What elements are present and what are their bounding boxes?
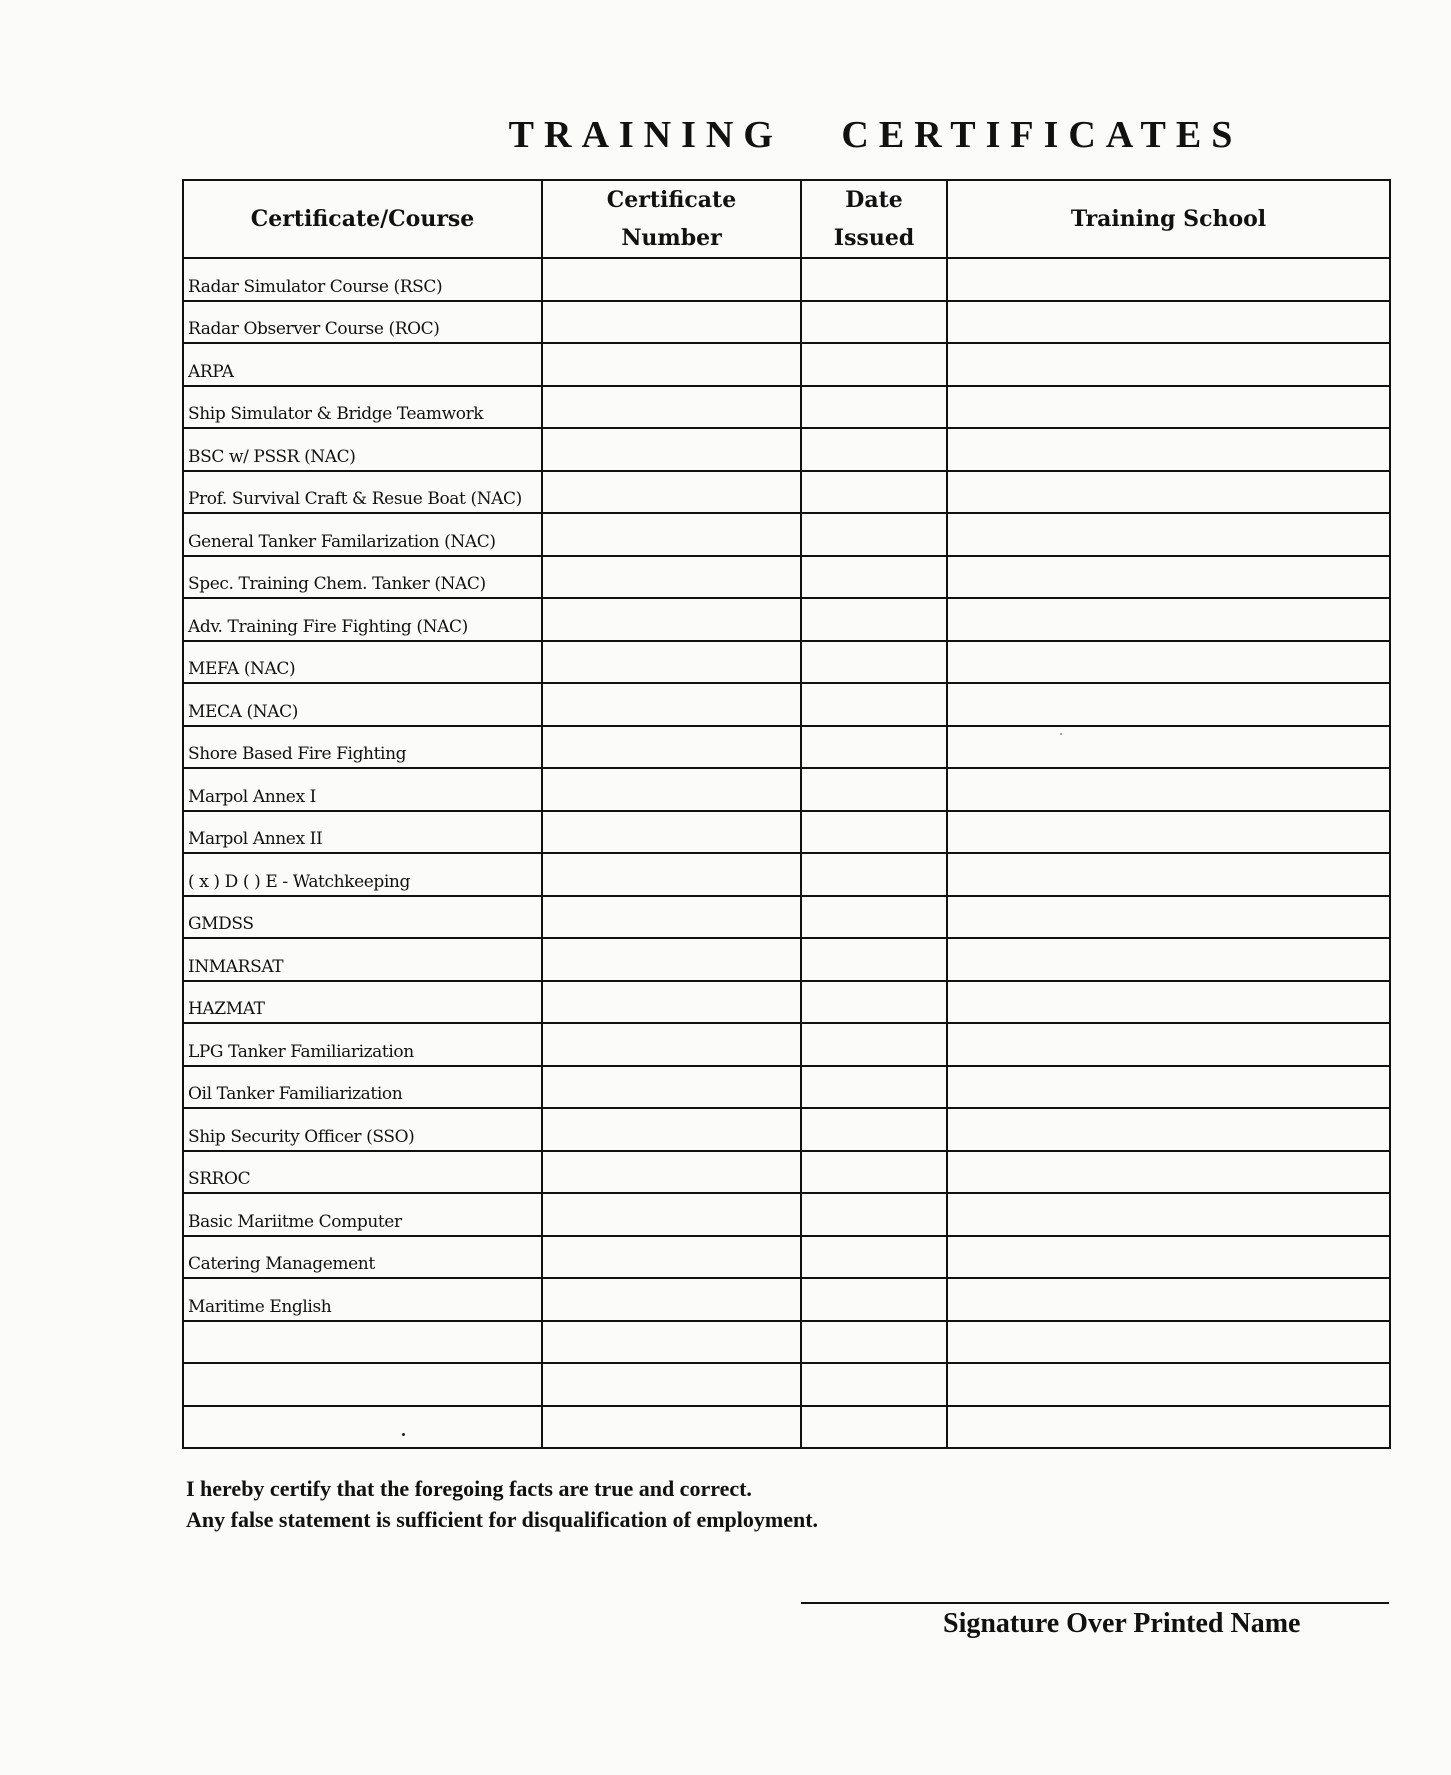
date-issued-cell[interactable] [801,1151,947,1194]
table-row [183,726,1390,769]
course-cell [183,641,542,684]
date-issued-cell[interactable] [801,471,947,514]
certificate-number-cell[interactable] [542,853,801,896]
certificate-number-field[interactable] [543,681,804,725]
date-issued-cell[interactable] [801,386,947,429]
course-label: MEFA (NAC) [188,659,296,679]
date-issued-field[interactable] [802,469,950,513]
training-school-field[interactable] [948,511,1393,555]
training-school-field[interactable] [948,851,1393,895]
training-school-cell[interactable] [947,641,1390,684]
table-row [183,598,1390,641]
date-issued-field[interactable] [802,1106,950,1150]
date-issued-cell[interactable] [801,1066,947,1109]
date-issued-cell[interactable] [801,641,947,684]
course-cell [183,343,542,386]
date-issued-cell[interactable] [801,556,947,599]
certificate-number-cell[interactable] [542,1363,801,1406]
table-row [183,1023,1390,1066]
course-label: MECA (NAC) [188,701,298,722]
certificate-number-cell[interactable] [542,428,801,471]
date-issued-field[interactable] [802,554,950,598]
training-school-field[interactable] [948,724,1393,768]
training-school-field[interactable] [948,426,1393,470]
certificate-number-field[interactable] [543,1064,804,1108]
certification-line-1: I hereby certify that the foregoing facts are true and correct. [186,1476,752,1501]
training-school-field[interactable] [948,894,1393,938]
date-issued-cell[interactable] [801,1108,947,1151]
course-cell [183,1236,542,1279]
training-school-cell[interactable] [947,981,1390,1024]
training-school-field[interactable] [948,1361,1393,1405]
certificate-number-field[interactable] [543,1361,804,1405]
training-school-cell[interactable] [947,598,1390,641]
certification-line-2: Any false statement is sufficient for disqualification of employment. [186,1507,819,1532]
course-label: Radar Simulator Course (RSC) [188,276,443,297]
certificate-number-field[interactable] [543,639,804,683]
date-issued-cell[interactable] [801,683,947,726]
scan-speck [402,1433,405,1436]
header-date-issued: Date Issued [801,180,947,258]
course-label[interactable] [184,1444,541,1447]
training-school-field[interactable] [948,1276,1393,1320]
certificate-number-cell[interactable] [542,981,801,1024]
certificate-number-field[interactable] [543,299,804,343]
table-row [183,683,1390,726]
course-label: Prof. Survival Craft & Resue Boat (NAC) [188,489,522,509]
date-issued-field[interactable] [802,766,950,810]
table-row [183,301,1390,344]
course-label: Marpol Annex II [188,829,323,849]
course-label: LPG Tanker Familiarization [188,1041,414,1062]
training-school-field[interactable] [948,1191,1393,1235]
training-school-cell[interactable] [947,258,1390,301]
date-issued-cell[interactable] [801,1278,947,1321]
training-school-cell[interactable] [947,471,1390,514]
certificate-number-field[interactable] [543,851,804,895]
training-school-cell[interactable] [947,301,1390,344]
training-school-field[interactable] [948,1319,1393,1363]
training-school-cell[interactable] [947,1321,1390,1364]
training-school-cell[interactable] [947,1193,1390,1236]
training-school-cell[interactable] [947,1151,1390,1194]
date-issued-cell[interactable] [801,1193,947,1236]
table-header-row [183,180,1390,258]
certificate-number-cell[interactable] [542,513,801,556]
certification-statement [186,1473,818,1535]
date-issued-field[interactable] [802,384,950,428]
course-cell [183,598,542,641]
date-issued-field[interactable] [802,936,950,980]
certificate-number-field[interactable] [543,256,804,300]
course-cell [183,1108,542,1151]
date-issued-field[interactable] [802,1191,950,1235]
certificate-number-field[interactable] [543,1149,804,1193]
course-cell [183,301,542,344]
certificate-number-field[interactable] [543,469,804,513]
certificate-number-field[interactable] [543,1191,804,1235]
training-school-field[interactable] [948,936,1393,980]
date-issued-field[interactable] [802,299,950,343]
date-issued-field[interactable] [802,256,950,300]
course-label: Oil Tanker Familiarization [188,1084,403,1104]
date-issued-cell[interactable] [801,513,947,556]
certificate-number-field[interactable] [543,1276,804,1320]
date-issued-cell[interactable] [801,258,947,301]
training-school-cell[interactable] [947,938,1390,981]
certificate-number-cell[interactable] [542,1236,801,1279]
certificate-number-cell[interactable] [542,258,801,301]
training-school-field[interactable] [948,384,1393,428]
training-school-cell[interactable] [947,343,1390,386]
training-school-field[interactable] [948,341,1393,385]
certificate-number-cell[interactable] [542,386,801,429]
date-issued-cell[interactable] [801,428,947,471]
course-cell [183,981,542,1024]
course-label: BSC w/ PSSR (NAC) [188,446,356,467]
course-label: Marpol Annex I [188,786,316,807]
certificate-number-field[interactable] [543,1404,804,1448]
date-issued-field[interactable] [802,1021,950,1065]
course-cell [183,1193,542,1236]
training-school-cell[interactable] [947,896,1390,939]
table-row [183,896,1390,939]
date-issued-field[interactable] [802,341,950,385]
table-row [183,1321,1390,1364]
certificate-number-field[interactable] [543,724,804,768]
table-row [183,1108,1390,1151]
header-certificate-course: Certificate/Course [183,180,542,258]
table-row [183,428,1390,471]
date-issued-field[interactable] [802,681,950,725]
certificate-number-cell[interactable] [542,471,801,514]
date-issued-field[interactable] [802,639,950,683]
certificate-number-field[interactable] [543,1319,804,1363]
date-issued-cell[interactable] [801,1236,947,1279]
training-school-field[interactable] [948,766,1393,810]
training-school-field[interactable] [948,256,1393,300]
training-school-field[interactable] [948,1106,1393,1150]
training-school-cell[interactable] [947,1236,1390,1279]
training-school-cell[interactable] [947,726,1390,769]
table-row [183,641,1390,684]
course-cell [183,1066,542,1109]
date-issued-field[interactable] [802,1404,950,1448]
date-issued-cell[interactable] [801,896,947,939]
training-school-field[interactable] [948,1404,1393,1448]
training-certificates-table [182,179,1391,1449]
course-cell [183,768,542,811]
training-school-cell[interactable] [947,386,1390,429]
table-row [183,853,1390,896]
table-body [183,258,1390,1448]
certificate-number-cell[interactable] [542,1321,801,1364]
course-cell[interactable] [183,1321,542,1364]
training-school-cell[interactable] [947,556,1390,599]
course-label: GMDSS [188,914,254,934]
course-label: Spec. Training Chem. Tanker (NAC) [188,574,486,594]
date-issued-cell[interactable] [801,1363,947,1406]
course-label: SRROC [188,1169,251,1189]
course-cell [183,896,542,939]
date-issued-field[interactable] [802,1276,950,1320]
course-label: INMARSAT [188,956,284,977]
training-school-field[interactable] [948,1234,1393,1278]
certificate-number-cell[interactable] [542,726,801,769]
table-row [183,1193,1390,1236]
header-certificate-number: Certificate Number [542,180,801,258]
training-school-field[interactable] [948,809,1393,853]
course-cell[interactable] [183,1363,542,1406]
certificate-number-cell[interactable] [542,556,801,599]
training-school-cell[interactable] [947,1278,1390,1321]
date-issued-field[interactable] [802,1234,950,1278]
training-school-field[interactable] [948,681,1393,725]
course-cell [183,1151,542,1194]
table-row [183,811,1390,854]
table-row [183,1066,1390,1109]
certificate-number-field[interactable] [543,1021,804,1065]
certificate-number-cell[interactable] [542,641,801,684]
date-issued-field[interactable] [802,1319,950,1363]
date-issued-cell[interactable] [801,853,947,896]
training-school-cell[interactable] [947,811,1390,854]
date-issued-field[interactable] [802,851,950,895]
training-school-cell[interactable] [947,1108,1390,1151]
table-row [183,981,1390,1024]
training-school-field[interactable] [948,1149,1393,1193]
date-issued-cell[interactable] [801,1321,947,1364]
training-school-cell[interactable] [947,853,1390,896]
course-cell [183,428,542,471]
date-issued-cell[interactable] [801,1406,947,1449]
date-issued-cell[interactable] [801,301,947,344]
table-row [183,258,1390,301]
course-label: Radar Observer Course (ROC) [188,319,440,339]
date-issued-field[interactable] [802,1064,950,1108]
certificate-number-field[interactable] [543,1106,804,1150]
course-cell [183,386,542,429]
course-label: ARPA [188,361,234,382]
training-school-field[interactable] [948,469,1393,513]
date-issued-cell[interactable] [801,1023,947,1066]
course-label: Shore Based Fire Fighting [188,744,407,764]
date-issued-field[interactable] [802,596,950,640]
signature-line[interactable] [801,1602,1389,1604]
date-issued-cell[interactable] [801,343,947,386]
date-issued-cell[interactable] [801,598,947,641]
certificate-number-cell[interactable] [542,811,801,854]
date-issued-cell[interactable] [801,726,947,769]
training-school-field[interactable] [948,639,1393,683]
training-school-cell[interactable] [947,683,1390,726]
training-school-cell[interactable] [947,1023,1390,1066]
certificate-number-cell[interactable] [542,938,801,981]
course-label: Adv. Training Fire Fighting (NAC) [188,616,468,637]
table-row [183,1236,1390,1279]
certificate-number-cell[interactable] [542,683,801,726]
table-row [183,343,1390,386]
date-issued-field[interactable] [802,1361,950,1405]
training-school-cell[interactable] [947,1066,1390,1109]
page-title: TRAINING CERTIFICATES [508,114,1243,156]
course-label: HAZMAT [188,999,265,1019]
certificate-number-field[interactable] [543,936,804,980]
certificate-number-cell[interactable] [542,896,801,939]
date-issued-field[interactable] [802,511,950,555]
course-cell [183,853,542,896]
certificate-number-field[interactable] [543,809,804,853]
table-row [183,1363,1390,1406]
certificate-number-field[interactable] [543,1234,804,1278]
certificate-number-field[interactable] [543,766,804,810]
certificate-number-cell[interactable] [542,1023,801,1066]
table-row [183,1151,1390,1194]
certificate-number-field[interactable] [543,979,804,1023]
certificate-number-cell[interactable] [542,1066,801,1109]
table-row [183,471,1390,514]
course-cell [183,471,542,514]
certificate-number-cell[interactable] [542,1108,801,1151]
signature-label: Signature Over Printed Name [943,1608,1301,1639]
course-cell [183,726,542,769]
course-cell[interactable] [183,1406,542,1449]
table-row [183,386,1390,429]
certificate-number-cell[interactable] [542,598,801,641]
date-issued-cell[interactable] [801,981,947,1024]
training-school-cell[interactable] [947,768,1390,811]
course-label: General Tanker Familarization (NAC) [188,531,496,552]
table-row [183,513,1390,556]
certificate-number-cell[interactable] [542,1406,801,1449]
training-school-field[interactable] [948,1064,1393,1108]
course-cell [183,1023,542,1066]
course-label: Ship Security Officer (SSO) [188,1126,415,1147]
training-school-cell[interactable] [947,1406,1390,1449]
certificate-number-cell[interactable] [542,768,801,811]
date-issued-field[interactable] [802,724,950,768]
table-row [183,1406,1390,1449]
certificate-number-field[interactable] [543,341,804,385]
course-label[interactable] [184,1359,541,1362]
training-school-cell[interactable] [947,428,1390,471]
training-school-field[interactable] [948,596,1393,640]
training-school-field[interactable] [948,1021,1393,1065]
date-issued-field[interactable] [802,894,950,938]
date-issued-field[interactable] [802,979,950,1023]
certificate-number-field[interactable] [543,894,804,938]
course-cell [183,811,542,854]
date-issued-field[interactable] [802,426,950,470]
table-row [183,938,1390,981]
header-training-school: Training School [947,180,1390,258]
date-issued-cell[interactable] [801,768,947,811]
course-cell [183,1278,542,1321]
table-row [183,1278,1390,1321]
certificate-number-field[interactable] [543,426,804,470]
course-label: Ship Simulator & Bridge Teamwork [188,404,484,424]
certificate-number-cell[interactable] [542,301,801,344]
certificate-number-cell[interactable] [542,1151,801,1194]
certificate-number-field[interactable] [543,384,804,428]
course-cell [183,683,542,726]
certificate-number-cell[interactable] [542,1278,801,1321]
date-issued-field[interactable] [802,1149,950,1193]
table-row [183,768,1390,811]
certificate-number-field[interactable] [543,511,804,555]
course-label[interactable] [184,1402,541,1405]
date-issued-cell[interactable] [801,811,947,854]
date-issued-cell[interactable] [801,938,947,981]
training-school-field[interactable] [948,554,1393,598]
training-school-field[interactable] [948,299,1393,343]
course-label: Maritime English [188,1296,332,1317]
table-row [183,556,1390,599]
certificate-number-cell[interactable] [542,343,801,386]
course-cell [183,556,542,599]
certificate-number-field[interactable] [543,554,804,598]
course-label: Basic Mariitme Computer [188,1211,402,1232]
course-label: ( x ) D ( ) E - Watchkeeping [188,871,410,892]
certificate-number-cell[interactable] [542,1193,801,1236]
training-school-field[interactable] [948,979,1393,1023]
course-cell [183,938,542,981]
training-school-cell[interactable] [947,513,1390,556]
date-issued-field[interactable] [802,809,950,853]
scan-speck [1060,733,1062,735]
certificate-number-field[interactable] [543,596,804,640]
course-cell [183,513,542,556]
course-label: Catering Management [188,1254,375,1274]
course-cell [183,258,542,301]
training-school-cell[interactable] [947,1363,1390,1406]
